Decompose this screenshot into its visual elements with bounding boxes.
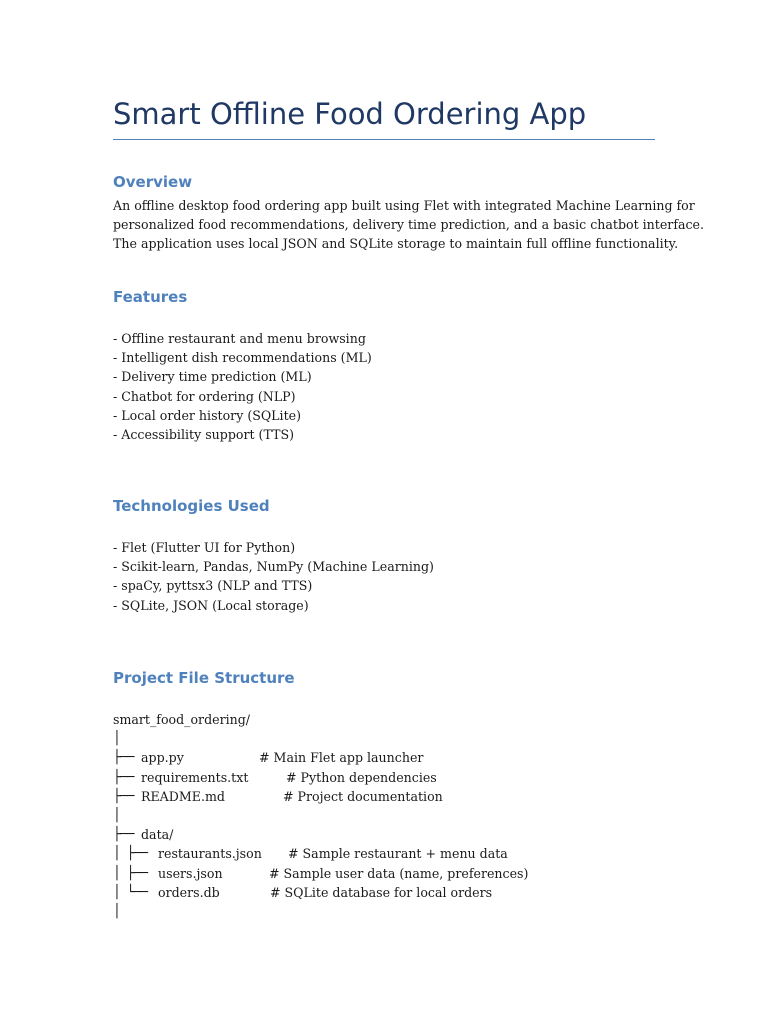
document-title: Smart Offline Food Ordering App <box>113 97 587 131</box>
technologies-heading: Technologies Used <box>113 497 270 515</box>
tree-branch: │ ├── <box>113 865 148 881</box>
tree-entry-name: restaurants.json <box>158 846 262 862</box>
technologies-list <box>113 538 434 615</box>
feature-item: - Delivery time prediction (ML) <box>113 369 312 385</box>
feature-item: - Accessibility support (TTS) <box>113 427 295 443</box>
tree-entry-name: requirements.txt <box>141 769 249 785</box>
tree-branch: ├── <box>113 769 134 785</box>
technology-item: - Scikit-learn, Pandas, NumPy (Machine Learning) <box>113 559 434 575</box>
tree-branch: ├── <box>113 750 134 766</box>
overview-line: An offline desktop food ordering app built using Flet with integrated Machine Learning for <box>113 198 695 213</box>
structure-heading: Project File Structure <box>113 669 295 687</box>
tree-entry-name: smart_food_ordering/ <box>113 712 251 727</box>
tree-entry-name: orders.db <box>158 884 220 900</box>
technology-item: - SQLite, JSON (Local storage) <box>113 597 309 613</box>
overview-line: personalized food recommendations, delivery time prediction, and a basic chatbot interface. <box>113 217 705 232</box>
title-underline <box>113 139 655 140</box>
feature-item: - Local order history (SQLite) <box>113 407 302 423</box>
feature-item: - Chatbot for ordering (NLP) <box>113 388 296 404</box>
tree-branch: │ └── <box>113 884 148 900</box>
tree-entry-comment: # Python dependencies <box>286 769 437 785</box>
tree-branch: │ <box>113 807 120 823</box>
technology-item: - spaCy, pyttsx3 (NLP and TTS) <box>113 578 313 594</box>
features-list <box>113 329 372 444</box>
overview-paragraph <box>113 196 704 253</box>
overview-heading: Overview <box>113 173 193 191</box>
feature-item: - Offline restaurant and menu browsing <box>113 331 366 346</box>
features-heading: Features <box>113 288 188 306</box>
technology-item: - Flet (Flutter UI for Python) <box>113 540 296 555</box>
tree-branch: │ <box>113 731 120 747</box>
tree-branch: ├── <box>113 827 134 843</box>
overview-line: The application uses local JSON and SQLite storage to maintain full offline functionality. <box>113 236 679 251</box>
tree-branch: │ <box>113 903 120 919</box>
tree-branch: ├── <box>113 788 134 804</box>
tree-entry-name: data/ <box>141 827 174 843</box>
tree-branch: │ ├── <box>113 846 148 862</box>
tree-entry-comment: # SQLite database for local orders <box>270 884 493 900</box>
tree-entry-name: users.json <box>158 865 223 881</box>
tree-entry-comment: # Main Flet app launcher <box>259 750 424 766</box>
tree-entry-comment: # Sample restaurant + menu data <box>288 846 508 862</box>
feature-item: - Intelligent dish recommendations (ML) <box>113 350 372 366</box>
tree-entry-name: README.md <box>141 788 225 804</box>
tree-entry-comment: # Sample user data (name, preferences) <box>269 865 529 881</box>
tree-entry-comment: # Project documentation <box>283 788 443 804</box>
tree-entry-name: app.py <box>141 750 184 766</box>
